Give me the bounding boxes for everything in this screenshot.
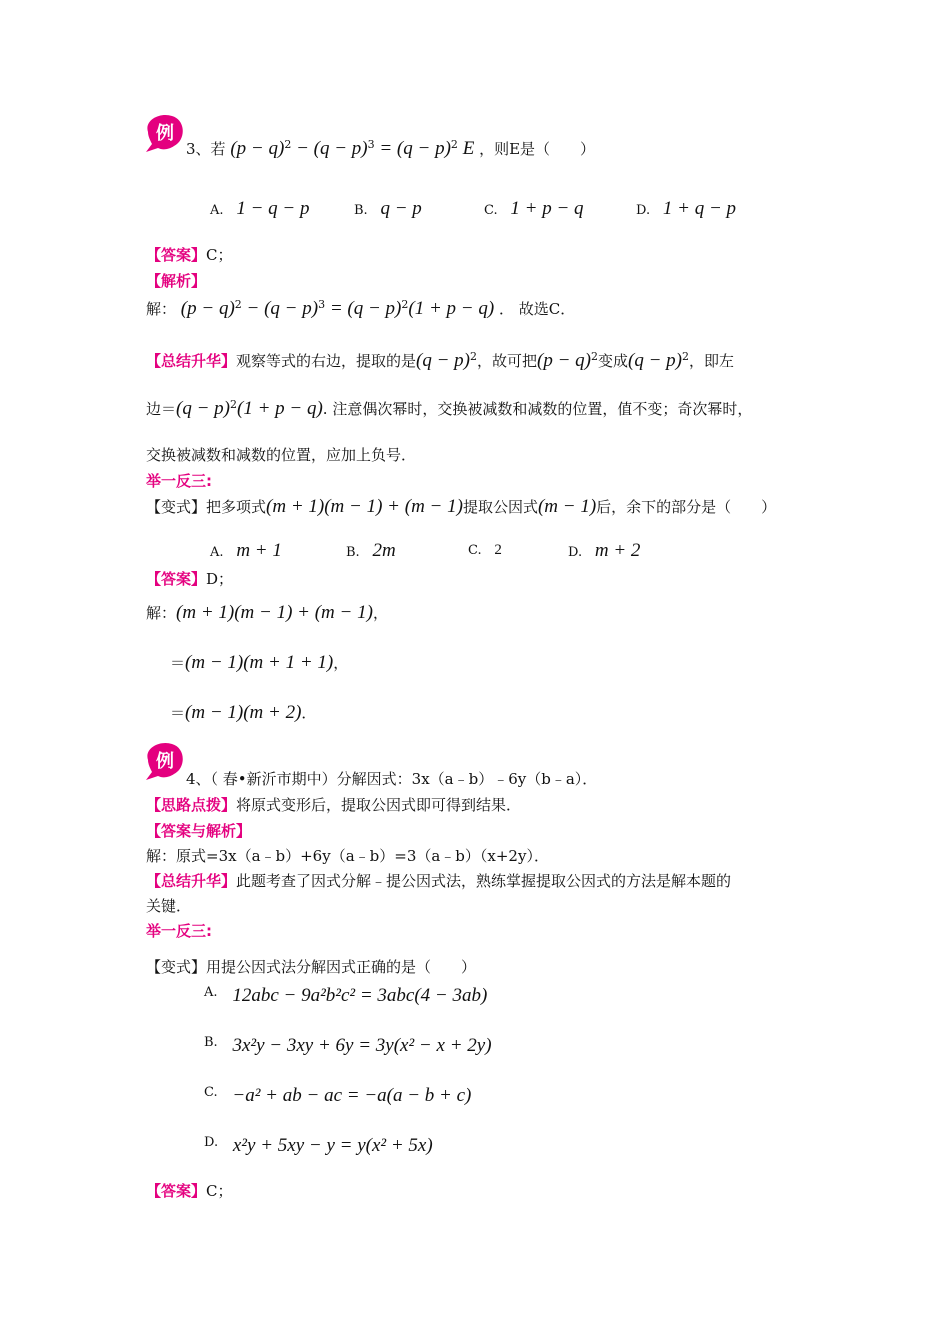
variant-2-option-d xyxy=(204,1135,433,1157)
summary-text: 关键． xyxy=(146,897,192,915)
variant-2-answer xyxy=(146,1180,233,1201)
summary-exp: 2 xyxy=(230,398,237,411)
hint-text: 将原式变形后，提取公因式即可得到结果． xyxy=(236,796,522,814)
q4-answer-heading xyxy=(146,820,251,841)
summary-text: 此题考查了因式分解﹣提公因式法，熟练掌握提取公因式的方法是解本题的 xyxy=(236,872,732,890)
summary-text: . 注意偶次幂时，交换被减数和减数的位置，值不变；奇次幂时， xyxy=(322,400,753,418)
solution-prefix: 解： xyxy=(146,300,177,318)
option-math: m + 1 xyxy=(236,540,282,561)
q3-math-2: − (q − p) xyxy=(291,138,368,159)
variant-math: (m − 1) xyxy=(537,496,597,517)
variant-1-option-a xyxy=(210,540,282,562)
q3-suffix: ，则E是（ ） xyxy=(479,140,596,158)
practice-tag: 举一反三: xyxy=(146,922,212,940)
summary-exp: 2 xyxy=(591,350,599,363)
q3-analysis-heading xyxy=(146,270,206,291)
solution-math: (m − 1)(m + 1 + 1) xyxy=(185,652,334,673)
option-math: 3x²y − 3xy + 6y = 3y(x² − x + 2y) xyxy=(232,1035,492,1056)
option-math: 12abc − 9a²b²c² = 3abc(4 − 3ab) xyxy=(232,985,488,1006)
summary-text: 观察等式的右边，提取的是 xyxy=(236,352,417,370)
summary-math: (q − p) xyxy=(176,398,230,419)
solution-eq: ＝ xyxy=(170,704,186,722)
badge-label: 例 xyxy=(156,123,174,144)
solution-math: (m + 1)(m − 1) + (m − 1) xyxy=(176,602,373,623)
option-letter: B. xyxy=(354,203,368,218)
q3-summary-line-3 xyxy=(146,444,416,465)
option-letter: B. xyxy=(346,545,360,560)
variant-math: (m + 1)(m − 1) + (m − 1) xyxy=(266,496,463,517)
summary-math: (q − p) xyxy=(628,350,683,371)
answer-analysis-tag: 【答案与解析】 xyxy=(146,822,252,840)
solution-suffix: ． 故选C． xyxy=(498,300,576,318)
solution-text: 解：原式=3x（a﹣b）+6y（a﹣b）=3（a﹣b）（x+2y）． xyxy=(146,847,549,865)
variant-1-option-b xyxy=(346,540,396,562)
q3-prefix: 3、若 xyxy=(186,140,226,158)
q3-option-b xyxy=(354,198,422,220)
summary-text: ，即左 xyxy=(689,352,735,370)
answer-tag: 【答案】 xyxy=(146,246,207,264)
example-badge-icon xyxy=(142,740,186,780)
q4-solution xyxy=(146,845,549,866)
summary-tag: 【总结升华】 xyxy=(146,872,237,890)
q4-summary-line-2 xyxy=(146,895,191,916)
solution-eq: ＝ xyxy=(170,654,186,672)
solution-punct: ， xyxy=(372,604,388,622)
variant-1-option-c xyxy=(468,540,502,559)
option-letter: C. xyxy=(484,203,498,218)
solution-exp-1: 2 xyxy=(234,298,242,311)
summary-exp: 2 xyxy=(470,350,478,363)
q3-exp-2: 3 xyxy=(367,138,375,151)
variant-1-option-d xyxy=(568,540,640,562)
option-letter: A. xyxy=(204,985,218,1000)
solution-punct: ． xyxy=(301,704,317,722)
analysis-tag: 【解析】 xyxy=(146,272,207,290)
answer-value: D； xyxy=(206,570,234,588)
answer-tag: 【答案】 xyxy=(146,570,207,588)
q3-option-d xyxy=(636,198,736,220)
q3-exp-1: 2 xyxy=(284,138,292,151)
variant-tag: 【变式】 xyxy=(146,958,207,976)
q3-summary-line-1 xyxy=(146,350,734,372)
option-letter: C. xyxy=(468,543,482,558)
variant-1-solution-line-2 xyxy=(170,652,348,674)
option-math: 1 + p − q xyxy=(510,198,584,219)
option-letter: A. xyxy=(210,203,224,218)
variant-2-option-a xyxy=(204,985,487,1007)
example-badge-icon xyxy=(142,112,186,152)
variant-2-question xyxy=(146,956,476,977)
solution-math-2: − (q − p) xyxy=(241,298,319,319)
option-math: m + 2 xyxy=(594,540,641,561)
summary-text: 边＝ xyxy=(146,400,177,418)
solution-math-1: (p − q) xyxy=(180,298,235,319)
variant-1-question xyxy=(146,496,776,518)
variant-text: 用提公因式法分解因式正确的是（ ） xyxy=(206,958,477,976)
option-letter: C. xyxy=(204,1085,218,1100)
variant-2-option-b xyxy=(204,1035,492,1057)
option-math: −a² + ab − ac = −a(a − b + c) xyxy=(232,1085,472,1106)
answer-tag: 【答案】 xyxy=(146,1182,207,1200)
q3-answer xyxy=(146,244,233,265)
answer-value: C； xyxy=(206,246,233,264)
variant-1-answer xyxy=(146,568,233,589)
variant-text: 提取公因式 xyxy=(462,498,538,516)
option-letter: B. xyxy=(204,1035,218,1050)
summary-math: (p − q) xyxy=(537,350,592,371)
q4-summary-line-1 xyxy=(146,870,731,891)
option-math: 2 xyxy=(494,542,502,558)
solution-punct: ， xyxy=(333,654,349,672)
question-4 xyxy=(186,768,597,789)
solution-prefix: 解： xyxy=(146,604,177,622)
variant-text: 后，余下的部分是（ ） xyxy=(596,498,777,516)
solution-math-4: (1 + p − q) xyxy=(408,298,495,319)
answer-value: C； xyxy=(206,1182,233,1200)
q3-option-a xyxy=(210,198,309,220)
option-math: 2m xyxy=(372,540,396,561)
solution-math-3: = (q − p) xyxy=(325,298,402,319)
variant-2-option-c xyxy=(204,1085,471,1107)
q3-math-3: = (q − p) xyxy=(374,138,451,159)
option-math: x²y + 5xy − y = y(x² + 5x) xyxy=(232,1135,433,1156)
solution-exp-2: 3 xyxy=(318,298,326,311)
variant-text: 把多项式 xyxy=(206,498,267,516)
summary-text: 交换被减数和减数的位置，应加上负号． xyxy=(146,446,417,464)
summary-exp: 2 xyxy=(682,350,690,363)
q3-solution xyxy=(146,298,575,320)
q3-math-4: E xyxy=(462,138,475,159)
summary-math: (q − p) xyxy=(416,350,471,371)
q3-summary-line-2 xyxy=(146,398,752,420)
q3-math-1: (p − q) xyxy=(230,138,285,159)
q4-hint xyxy=(146,794,521,815)
option-math: 1 − q − p xyxy=(236,198,310,219)
hint-tag: 【思路点拨】 xyxy=(146,796,237,814)
question-text: 4、（ 春•新沂市期中）分解因式：3x（a﹣b）﹣6y（b﹣a）． xyxy=(186,770,598,788)
variant-1-solution-line-3 xyxy=(170,702,316,724)
summary-text: ，故可把 xyxy=(477,352,538,370)
practice-heading-2 xyxy=(146,920,212,941)
summary-math: (1 + p − q) xyxy=(237,398,323,419)
practice-tag: 举一反三: xyxy=(146,472,212,490)
solution-math: (m − 1)(m + 2) xyxy=(185,702,302,723)
badge-label: 例 xyxy=(156,751,174,772)
option-letter: D. xyxy=(636,203,651,218)
practice-heading-1 xyxy=(146,470,212,491)
solution-exp-3: 2 xyxy=(401,298,409,311)
summary-tag: 【总结升华】 xyxy=(146,352,237,370)
option-letter: A. xyxy=(210,545,224,560)
option-letter: D. xyxy=(204,1135,219,1150)
variant-tag: 【变式】 xyxy=(146,498,207,516)
summary-text: 变成 xyxy=(598,352,629,370)
question-3 xyxy=(186,138,595,160)
q3-option-c xyxy=(484,198,584,220)
option-math: q − p xyxy=(380,198,422,219)
q3-exp-3: 2 xyxy=(450,138,458,151)
option-letter: D. xyxy=(568,545,583,560)
variant-1-solution-line-1 xyxy=(146,602,388,624)
option-math: 1 + q − p xyxy=(662,198,737,219)
